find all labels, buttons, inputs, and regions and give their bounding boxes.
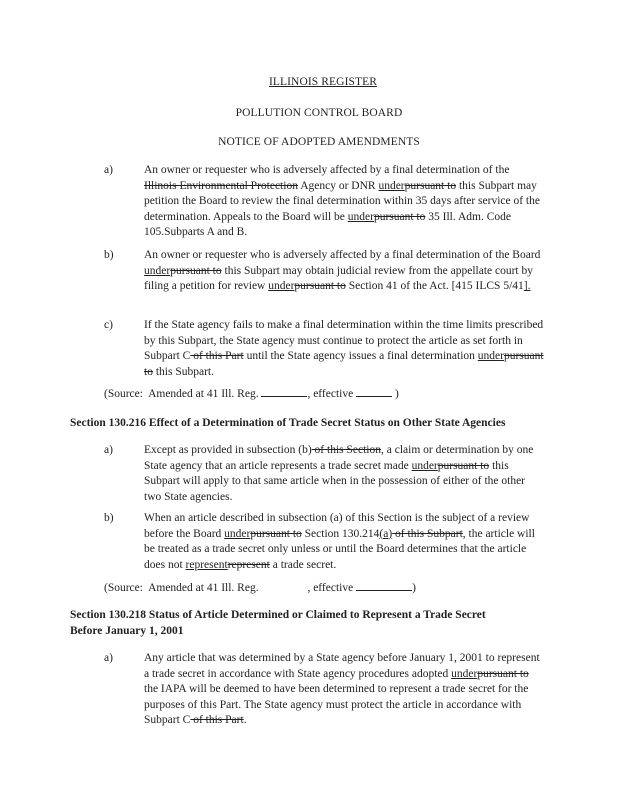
- blank-line: [261, 386, 307, 397]
- blank-line: [356, 580, 412, 591]
- paragraph-label: a): [104, 652, 113, 664]
- source-note-216: (Source: Amended at 41 Ill. Reg. , effective ): [104, 582, 416, 594]
- paragraph-text: An owner or requester who is adversely affected by a final determination of the Illinois Environmental Protection Agency or DNR underpursuant to this Subpart may petition the Board to review the final determination within 35 days after service of the determination. Appeals to the Board will be underpursuant to 35 Ill. Adm. Code 105.Subparts A and B.: [144, 164, 540, 239]
- section-heading-218: [70, 608, 550, 639]
- paragraph-label: c): [104, 319, 113, 331]
- register-header: [14, 76, 618, 88]
- paragraph-label: b): [104, 249, 114, 261]
- register-title: ILLINOIS REGISTER: [268, 76, 378, 88]
- paragraph-text: Except as provided in subsection (b) of this Section, a claim or determination by one State agency that an article represents a trade secret made underpursuant to this Subpart will apply to that same article when in the possession of either of the other two State agencies.: [144, 444, 534, 503]
- section-heading-216: Section 130.216 Effect of a Determination of Trade Secret Status on Other State Agencies: [70, 417, 506, 429]
- paragraph-text: Any article that was determined by a State agency before January 1, 2001 to represent a trade secret in accordance with State agency procedures adopted underpursuant to the IAPA will be deemed to have been determined to represent a trade secret for the purposes of this Part. The State agency must protect the article in accordance with Subpart C of this Part.: [144, 652, 540, 727]
- paragraph-label: b): [104, 512, 114, 524]
- blank-line: [356, 386, 392, 397]
- paragraph-text: If the State agency fails to make a final determination within the time limits prescribed by this Subpart, the State agency must continue to protect the article as set forth in Subpart C of this Part until the State agency issues a final determination underpursuant to this Subpart.: [144, 319, 544, 378]
- blank-line: [261, 580, 307, 591]
- paragraph-text: An owner or requester who is adversely affected by a final determination of the Board underpursuant to this Subpart may obtain judicial review from the appellate court by filing a petition for review underpursuant to Section 41 of the Act. [415 ILCS 5/41].: [144, 249, 541, 293]
- paragraph-label: a): [104, 444, 113, 456]
- paragraph-text: When an article described in subsection (a) of this Section is the subject of a review before the Board underpursuant to Section 130.214(a) of this Subpart, the article will be treated as a trade secret only unless or until the Board determines that the article does not representrepresent a trade secret.: [144, 512, 535, 571]
- heading-line: Section 130.218 Status of Article Determined or Claimed to Represent a Trade Secret: [70, 609, 486, 621]
- heading-line: Before January 1, 2001: [70, 624, 184, 637]
- paragraph-label: a): [104, 164, 113, 176]
- agency-title: POLLUTION CONTROL BOARD: [235, 107, 403, 119]
- notice-title: NOTICE OF ADOPTED AMENDMENTS: [218, 136, 420, 148]
- source-note-215: (Source: Amended at 41 Ill. Reg. , effective ): [104, 388, 399, 400]
